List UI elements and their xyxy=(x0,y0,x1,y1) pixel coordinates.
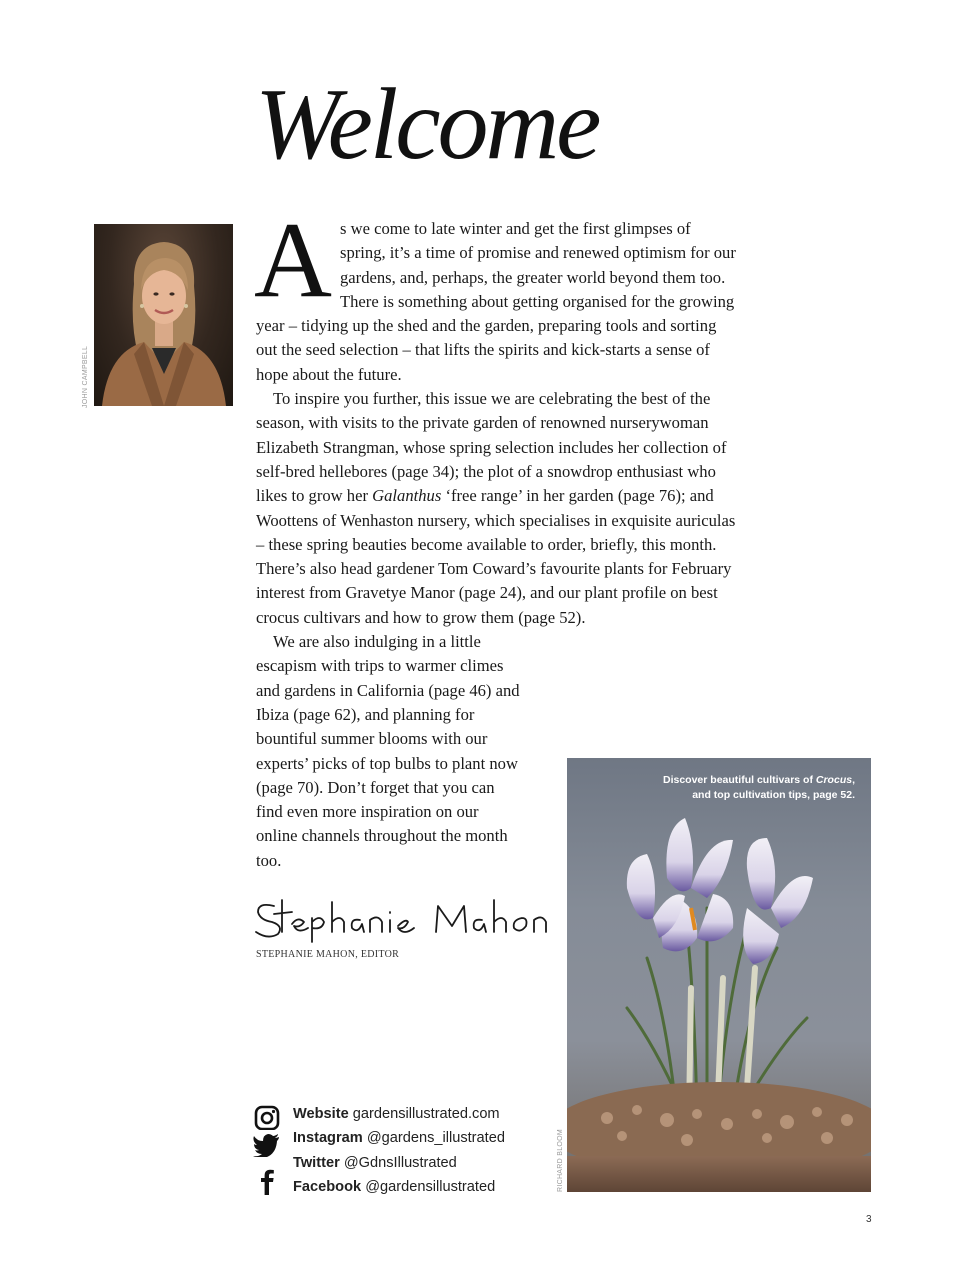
drop-cap: A xyxy=(254,201,332,320)
photo-caption xyxy=(595,773,855,803)
website-link[interactable]: gardensillustrated.com xyxy=(352,1106,500,1122)
paragraph-3-text: We are also indulging in a little escapism with trips to warmer climes and gardens in California (page 46) and Ibiza (page 62), and planning for bountiful summer blooms with our experts’ picks of top bulbs to plant now (page 70). Don’t forget that you can find even more inspiration on our online channels throughout the month too. xyxy=(256,632,520,870)
portrait-illustration xyxy=(94,224,233,406)
facebook-label: Facebook xyxy=(293,1178,362,1195)
paragraph-2-text-a: To inspire you further, this issue we are celebrating the best of the season, with visits to the private garden of renowned nurserywoman Elizabeth Strangman, whose spring selection includes her collection of self-bred hellebores (page 34); the plot of a snowdrop enthusiast who likes to grow her xyxy=(256,389,727,506)
website-label: Website xyxy=(293,1106,349,1122)
twitter-label: Twitter xyxy=(293,1154,340,1171)
instagram-label: Instagram xyxy=(293,1130,363,1147)
page-number: 3 xyxy=(866,1214,872,1225)
page-title: Welcome xyxy=(255,68,599,181)
paragraph-2-text-b: ‘free range’ in her garden (page 76); and Woottens of Wenhaston nursery, which specialises in exquisite auriculas – these spring beauties become available to order, briefly, this month. There’s also head gardener Tom Coward’s favourite plants for February interest from Gravetye Manor (page 24), and our plant profile on best crocus cultivars and how to grow them (page 52). xyxy=(256,486,736,627)
photo-caption-text-b: , xyxy=(852,774,855,786)
crocus-illustration xyxy=(567,758,871,1192)
photo-caption-italic: Crocus xyxy=(815,774,853,786)
editor-signature xyxy=(252,892,552,944)
crocus-photo xyxy=(567,758,871,1192)
paragraph-1 xyxy=(254,201,738,387)
paragraph-1-text: s we come to late winter and get the first glimpses of spring, it’s a time of promise and renewed optimism for our gardens, and, perhaps, the greater world beyond them too. There is something about getting organised for the growing year – tidying up the shed and the garden, preparing tools and sorting out the seed selection – that lifts the spirits and kick-starts a sense of hope about the future. xyxy=(256,219,736,384)
photo-caption-text-a: Discover beautiful cultivars of xyxy=(663,774,816,786)
crocus-photo-credit: RICHARD BLOOM xyxy=(557,1128,564,1192)
instagram-handle[interactable]: @gardens_illustrated xyxy=(366,1130,505,1147)
portrait-photo-credit: JOHN CAMPBELL xyxy=(82,345,89,408)
paragraph-2-italic: Galanthus xyxy=(372,486,442,506)
photo-caption-line-2: and top cultivation tips, page 52. xyxy=(692,789,855,801)
instagram-icon xyxy=(252,1104,282,1130)
editor-portrait xyxy=(94,224,233,406)
twitter-icon xyxy=(252,1131,282,1157)
editor-credit: STEPHANIE MAHON, EDITOR xyxy=(256,949,400,960)
paragraph-2 xyxy=(256,387,738,630)
twitter-handle[interactable]: @GdnsIllustrated xyxy=(343,1154,457,1171)
facebook-handle[interactable]: @gardensillustrated xyxy=(365,1178,496,1195)
facebook-icon xyxy=(252,1165,282,1195)
